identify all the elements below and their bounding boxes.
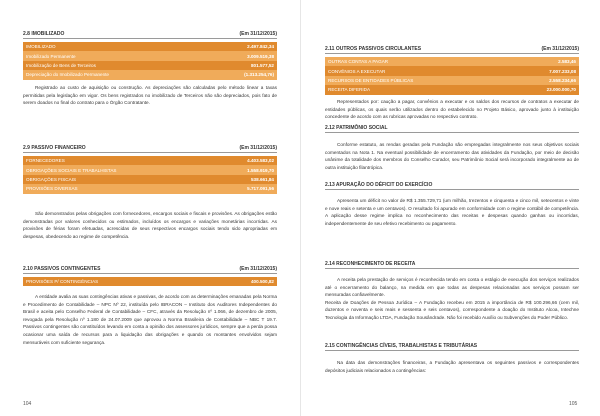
patrimonio-social-title: 2.12 PATRIMÔNIO SOCIAL: [325, 125, 388, 131]
passivo-financeiro-header: [23, 145, 277, 153]
reconhecimento-receita-paragraph: [325, 276, 579, 322]
imobilizado-title: 2.8 IMOBILIZADO: [23, 31, 65, 37]
paragraph-text: Representados por: caução a pagar, convênios a executar e os saldos dos recursos de contratos a executar de entidades públicas, os quais serão utilizados dentro do estabelecido no Projeto Básico, aprovado junto à instituição concedente de acordo com as rubricas aprovadas no respectivo contrato.: [325, 99, 579, 120]
row-label: OBRIGAÇÕES FISCAIS: [26, 176, 77, 182]
imobilizado-table: [23, 42, 277, 80]
apuracao-deficit-header: [325, 182, 579, 190]
passivos-contingentes-paragraph: [23, 293, 277, 346]
row-value: 5.717.091,56: [247, 186, 274, 192]
row-value: 538.661,84: [251, 176, 274, 182]
row-value: 400.500,82: [251, 279, 274, 285]
table-row: [23, 51, 277, 60]
row-value: 4.403.583,02: [247, 158, 274, 164]
right-page: [300, 0, 600, 416]
table-row: [23, 61, 277, 70]
row-value: 2.583,46: [558, 59, 576, 65]
row-label: Imobilizado Permanente: [26, 53, 76, 59]
passivo-financeiro-date: (Em 31/12/2015): [239, 145, 277, 151]
paragraph-text: A receita pela prestação de serviços é reconhecida tendo em conta o estágio de execução dos serviços realizados até o encerramento do balanço, na medida em que todas as despesas relacionadas aos serviços possam ser mensuradas confiavelmente.: [325, 277, 579, 298]
table-row: [23, 277, 277, 286]
row-label: OBRIGAÇÕES SOCIAIS E TRABALHISTAS: [26, 167, 117, 173]
paragraph-text: Registrado ao custo de aquisição ou construção. As depreciações são calculadas pelo método linear a taxas permitidas pela legislação em vigor. Os bens registrados no imobilizado de Terceiros não são depreciados, pois fato de serem doados no final do contrato para o Órgão Contratante.: [23, 85, 277, 106]
row-label: RECURSOS DE ENTIDADES PÚBLICAS: [328, 77, 414, 83]
row-value: 2.558.234,66: [549, 77, 576, 83]
passivos-contingentes-header: [23, 266, 277, 274]
table-row: [23, 70, 277, 79]
table-row: [325, 66, 579, 75]
contingencias-paragraph: [325, 359, 579, 374]
reconhecimento-receita-title: 2.14 RECONHECIMENTO DE RECEITA: [325, 261, 416, 267]
paragraph-text: A entidade avalia as suas contingências ativas e passivas, de acordo com as determinações emanadas pela Norma e Procedimento de Contabilidade – NPC Nº 22, instituída pelo IBRACON – Instituto dos Auditores Independentes do Brasil e aceita pelo Conselho Federal de Contabilidade – CFC, através da Resolução nº 1.066, de dezembro de 2005, revogada pela Resolução nº 1.180 de 24.07.2009 que aprovou a Norma Brasileira de Contabilidade – NBC T 19.7. Passivos contingentes são constituídos levando em conta a opinião dos assessores jurídicos, sempre que a perda possa ocasionar uma saída de recursos para a liquidação das obrigações e quando os montantes envolvidos sejam mensuráveis com suficiente segurança.: [23, 294, 277, 345]
row-label: OUTRAS CONTAS A PAGAR: [328, 59, 389, 65]
row-label: RECEITA DIFERIDA: [328, 87, 371, 93]
outros-passivos-date: (Em 31/12/2015): [541, 46, 579, 52]
row-value: 3.009.519,38: [247, 53, 274, 59]
table-row: [23, 165, 277, 174]
reconhecimento-receita-header: [325, 261, 579, 269]
table-row: [23, 175, 277, 184]
contingencias-header: [325, 343, 579, 351]
table-row: [23, 42, 277, 51]
table-row: [23, 184, 277, 193]
row-value: 7.007.233,08: [549, 68, 576, 74]
outros-passivos-title: 2.11 OUTROS PASSIVOS CIRCULANTES: [325, 46, 422, 52]
contingencias-title: 2.15 CONTINGÊNCIAS CÍVEIS, TRABALHISTAS E TRIBUTÁRIAS: [325, 343, 478, 349]
row-value: (1.313.254,76): [244, 72, 274, 78]
apuracao-deficit-title: 2.13 APURAÇÃO DO DÉFICIT DO EXERCÍCIO: [325, 182, 433, 188]
imobilizado-paragraph: [23, 84, 277, 107]
apuracao-deficit-paragraph: [325, 197, 579, 227]
paragraph-text: Receita de Doações de Pessoa Jurídica – A Fundação recebeu em 2015 a importância de R$ 100.296,66 (cem mil, duzentos e noventa e seis reais e sessenta e seis centavos), correspondente a doação do Instituto Alcoa, Intechne Tecnologia da Informação LTDA, Fundação Sousândrade. Não foi recebido Auxílio ou Subvenções do Poder Público.: [325, 299, 579, 320]
paragraph-text: São demonstrados pelas obrigações com fornecedores, encargos sociais e fiscais e provisões. As obrigações estão demonstradas por valores conhecidos ou estimados, incluídos os encargos e variações monetárias incorridas. As provisões de férias foram efetuadas, acrescidas de seus respectivos encargos sociais tendo sido apropriadas em despesas, obedecendo ao regime de competência.: [23, 211, 277, 239]
paragraph-text: Conforme estatuto, as rendas geradas pela Fundação são empregadas integralmente nos seus objetivos sociais comentados na Nota 1. Na eventual possibilidade de encerramento das atividades da Fundação, por meio de decisão unânime da totalidade dos membros do Conselho Curador, seu Patrimônio Social será incorporado integralmente ao de outra instituição filantrópica.: [325, 142, 579, 170]
passivo-financeiro-title: 2.9 PASSIVO FINANCEIRO: [23, 145, 86, 151]
row-label: PROVISÕES P/ CONTINGÊNCIAS: [26, 279, 99, 285]
table-row: [325, 76, 579, 85]
imobilizado-header: [23, 31, 277, 39]
row-value: 1.558.919,70: [247, 167, 274, 173]
table-row: [325, 85, 579, 94]
outros-passivos-header: [325, 46, 579, 54]
row-label: CONVÊNIOS A EXECUTAR: [328, 68, 386, 74]
passivo-financeiro-table: [23, 156, 277, 194]
passivo-financeiro-paragraph: [23, 210, 277, 240]
row-label: PROVISÕES DIVERSAS: [26, 186, 78, 192]
imobilizado-date: (Em 31/12/2015): [239, 31, 277, 37]
row-value: 23.000.000,70: [546, 87, 576, 93]
row-label: FORNECEDORES: [26, 158, 65, 164]
table-row: [325, 57, 579, 66]
page-number: 104: [23, 401, 32, 407]
patrimonio-social-paragraph: [325, 141, 579, 171]
outros-passivos-table: [325, 57, 579, 95]
outros-passivos-paragraph: [325, 98, 579, 121]
row-label: Imobilização de Bens de Terceiros: [26, 62, 96, 68]
table-row: [23, 156, 277, 165]
paragraph-text: Apresenta um déficit no valor de R$ 1.355.729,71 (um milhão, trezentos e cinquenta e cinco mil, setecentos e vinte e nove reais e setenta e um centavos). O resultado foi apurado em conformidade com o regime contábil de competência. A aplicação desse regime implica no reconhecimento das receitas e despesas quando ganhas ou incorridas, independentemente de seu efetivo recebimento ou pagamento.: [325, 198, 579, 226]
row-label: Depreciação do Imobilizado Permanente: [26, 72, 109, 78]
passivos-contingentes-date: (Em 31/12/2015): [239, 266, 277, 272]
passivos-contingentes-table: [23, 277, 277, 286]
page-number: 105: [569, 401, 578, 407]
paragraph-text: Na data das demonstrações financeiras, a Fundação apresentava os seguintes passivos e correspondentes depósitos judiciais relacionados a contingências:: [325, 360, 579, 373]
patrimonio-social-header: [325, 125, 579, 133]
row-value: 801.577,52: [251, 62, 274, 68]
row-label: IMOBILIZADO: [26, 44, 56, 50]
row-value: 2.497.842,34: [247, 44, 274, 50]
passivos-contingentes-title: 2.10 PASSIVOS CONTINGENTES: [23, 266, 101, 272]
